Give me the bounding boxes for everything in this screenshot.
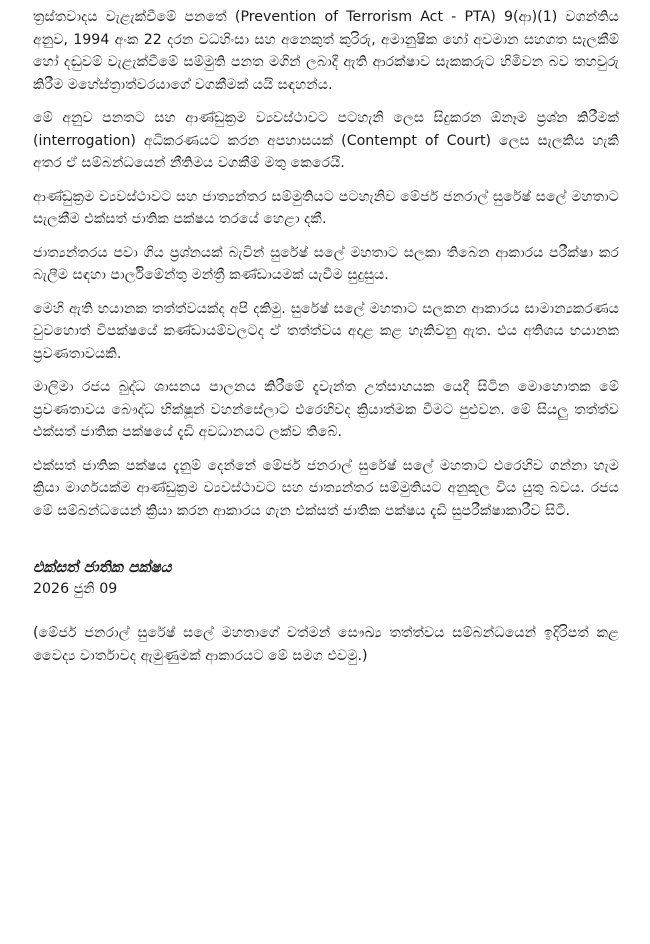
paragraph-3: ආණ්ඩුක්‍රම ව්‍යවස්ථාවට සහ ජාත්‍යන්තර සම්මුතියට පටහැනිව මේජර් ජනරාල් සුරේෂ් සලේ මහතාට සැලකීම එක්සත් ජාතික පක්ෂය තරයේ හෙළා දකී. xyxy=(33,188,619,227)
document-page xyxy=(33,6,619,667)
paragraph-7: එක්සත් ජාතික පක්ෂය දැනුම් දෙන්නේ මේජර් ජනරාල් සුරේෂ් සලේ මහතාට එරෙහිව ගන්නා හැම ක්‍රියා මාර්ගයක්ම ආණ්ඩුක්‍රම ව්‍යවස්ථාවට සහ ජාත්‍යන්තර සම්මුතියට අනුකූල විය යුතු බවය. රජය මේ සම්බන්ධයෙන් ක්‍රියා කරන ආකාරය ගැන එක්සත් ජාතික පක්ෂය දැඩි සුපරීක්ෂාකාරීව සිටී. xyxy=(33,457,619,519)
paragraph-6: මාලිමා රජය බුද්ධ ශාසනය පාලනය කිරීමේ දැවැන්ත උත්සාහයක යෙදී සිටින මොහොතක මේ ප්‍රවණතාවය බෞද්ධ භික්ෂූන් වහන්සේලාට එරෙහිවද ක්‍රියාත්මක වීමට පුළුවන. මේ සියලු තත්ත්ව එක්සත් ජාතික පක්ෂයේ දැඩි අවධානයට ලක්ව තිබේ. xyxy=(33,379,619,440)
signature-date: 2026 ජුනි 09 xyxy=(33,581,118,597)
paragraph-4: ජාත්‍යන්තරය පවා ගිය ප්‍රශ්නයක් බැවින් සුරේෂ් සලේ මහතාට සලකා තිබෙන ආකාරය පරීක්ෂා කර බැලීම සඳහා පාර්ලිමේන්තු මන්ත්‍රී කණ්ඩායමක් යැවීම සුදුසුය. xyxy=(33,244,619,283)
attachment-note: (මේජර් ජනරාල් සුරේෂ් සලේ මහතාගේ වත්මන් සෞඛ්‍ය තත්ත්වය සම්බන්ධයෙන් ඉදිරිපත් කළ වෛද්‍ය වාර්තාවද ඇමුණුමක් ආකාරයට මේ සමග එවමු.) xyxy=(33,625,619,664)
signature-organization: එක්සත් ජාතික පක්ෂය xyxy=(33,558,172,576)
paragraph-5: මෙහි ඇති භයානක තත්ත්වයක්ද අපි දකිමු. සුරේෂ් සලේ මහතාට සලකන ආකාරය සාමාන්‍යකරණය වුවහොත් විපක්ෂයේ කණ්ඩායම්වලටද ඒ තත්ත්වය අදාළ කළ හැකිවනු ඇත. එය අතිශය භයානක ප්‍රවණතාවයකි. xyxy=(33,300,619,362)
signature-block xyxy=(33,556,619,600)
paragraph-2: මේ අනුව පනතට සහ ආණ්ඩුක්‍රම ව්‍යවස්ථාවට පටහැනි ලෙස සිදුකරන ඕනෑම ප්‍රශ්න කිරීමක් (interrogation) අධිකරණයට කරන අපහාසයක් (Contempt of Court) ලෙස සැලකිය හැකි අතර ඒ සම්බන්ධයෙන් නීතිමය වගකීම් මතු කෙරෙයි. xyxy=(33,110,619,171)
paragraph-1: ත්‍රස්තවාදය වැළැක්වීමේ පනතේ (Prevention of Terrorism Act - PTA) 9(ආ)(1) වගන්තිය අනුව, 1994 අංක 22 දරන වධහිංසා සහ අනෙකුත් කුරිරු, අමානුෂික හෝ අවමාන සහගත සැලකීම් හෝ දඬුවම් වැළැක්වීමේ සම්මුති පනත මගින් ලබාදී ඇති ආරක්ෂාව සැකකරුට හිමිවන බව තහවුරු කිරීම මහේස්ත්‍රාත්වරයාගේ වගකීමක් යයි සඳහන්ය. xyxy=(33,9,619,93)
